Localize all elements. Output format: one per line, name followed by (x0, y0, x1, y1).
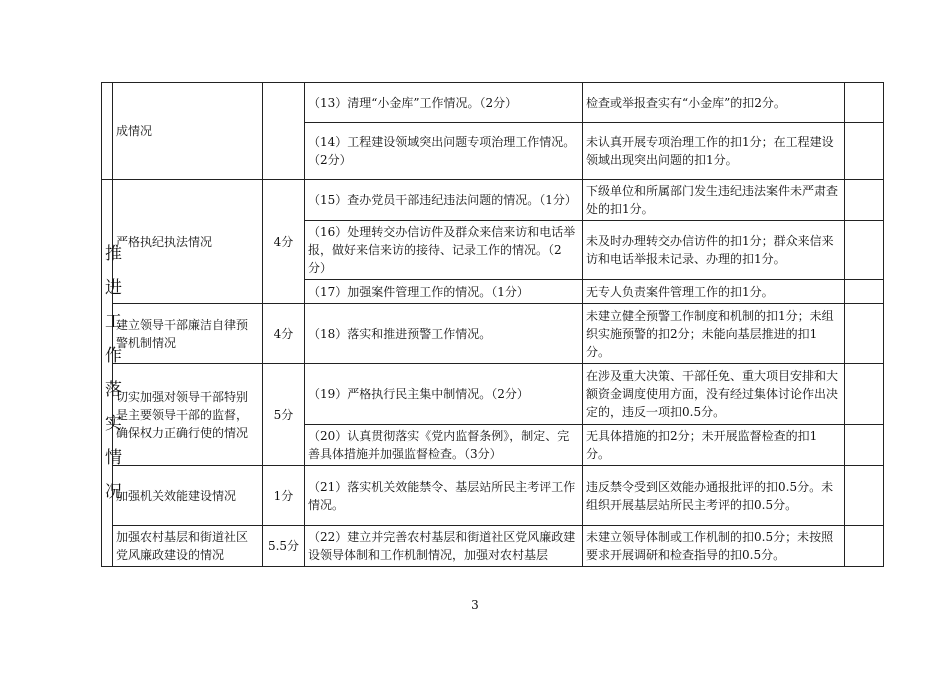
points-cell: 4分 (263, 304, 305, 364)
item-cell: 加强机关效能建设情况 (113, 466, 263, 526)
section-title-char: 作 (105, 346, 122, 366)
score-cell (845, 425, 884, 466)
deduction-cell: 无具体措施的扣2分；未开展监督检查的扣1分。 (583, 425, 845, 466)
deduction-cell: 下级单位和所属部门发生违纪违法案件未严肃查处的扣1分。 (583, 180, 845, 221)
item-cell: 加强农村基层和街道社区党风廉政建设的情况 (113, 526, 263, 567)
standard-cell: （19）严格执行民主集中制情况。（2分） (305, 364, 583, 425)
score-cell (845, 221, 884, 280)
deduction-cell: 检查或举报查实有“小金库”的扣2分。 (583, 83, 845, 123)
section-title-char: 实 (105, 414, 122, 434)
standard-cell: （20）认真贯彻落实《党内监督条例》，制定、完善具体措施并加强监督检查。（3分） (305, 425, 583, 466)
score-cell (845, 466, 884, 526)
section-title-char: 进 (105, 278, 122, 298)
deduction-cell: 违反禁令受到区效能办通报批评的扣0.5分。未组织开展基层站所民主考评的扣0.5分。 (583, 466, 845, 526)
deduction-cell: 未建立领导体制或工作机制的扣0.5分；未按照要求开展调研和检查指导的扣0.5分。 (583, 526, 845, 567)
table-row (102, 364, 884, 425)
deduction-cell: 无专人负责案件管理工作的扣1分。 (583, 280, 845, 304)
standard-cell: （22）建立并完善农村基层和街道社区党风廉政建设领导体制和工作机制情况，加强对农村基层 (305, 526, 583, 567)
section-title-char: 推 (105, 244, 122, 264)
evaluation-table (101, 82, 884, 567)
section-title-char: 情 (105, 448, 122, 468)
points-cell: 4分 (263, 180, 305, 304)
item-cell: 成情况 (113, 83, 263, 180)
section-title-char: 落 (105, 380, 122, 400)
page-number: 3 (471, 598, 479, 612)
standard-cell: （13）清理“小金库”工作情况。（2分） (305, 83, 583, 123)
score-cell (845, 123, 884, 180)
score-cell (845, 180, 884, 221)
section-title-char: 工 (105, 312, 122, 332)
standard-cell: （21）落实机关效能禁令、基层站所民主考评工作情况。 (305, 466, 583, 526)
section-title (102, 180, 122, 567)
table-row (102, 180, 884, 221)
deduction-cell: 未及时办理转交办信访件的扣1分；群众来信来访和电话举报未记录、办理的扣1分。 (583, 221, 845, 280)
points-cell: 5.5分 (263, 526, 305, 567)
standard-cell: （18）落实和推进预警工作情况。 (305, 304, 583, 364)
standard-cell: （17）加强案件管理工作的情况。（1分） (305, 280, 583, 304)
deduction-cell: 在涉及重大决策、干部任免、重大项目安排和大额资金调度使用方面，没有经过集体讨论作出决定的，违反一项扣0.5分。 (583, 364, 845, 425)
item-cell: 建立领导干部廉洁自律预警机制情况 (113, 304, 263, 364)
item-cell: 切实加强对领导干部特别是主要领导干部的监督，确保权力正确行使的情况 (113, 364, 263, 466)
item-cell: 严格执纪执法情况 (113, 180, 263, 304)
points-cell: 1分 (263, 466, 305, 526)
points-cell (263, 83, 305, 180)
points-cell: 5分 (263, 364, 305, 466)
score-cell (845, 364, 884, 425)
standard-cell: （14）工程建设领域突出问题专项治理工作情况。（2分） (305, 123, 583, 180)
table-row (102, 304, 884, 364)
score-cell (845, 526, 884, 567)
standard-cell: （16）处理转交办信访件及群众来信来访和电话举报，做好来信来访的接待、记录工作的情况。（2分） (305, 221, 583, 280)
table-row (102, 83, 884, 123)
section-title-char: 况 (105, 482, 122, 502)
table-row (102, 466, 884, 526)
section-cell-empty (102, 83, 113, 180)
table-row (102, 526, 884, 567)
deduction-cell: 未建立健全预警工作制度和机制的扣1分；未组织实施预警的扣2分；未能向基层推进的扣1分。 (583, 304, 845, 364)
standard-cell: （15）查办党员干部违纪违法问题的情况。（1分） (305, 180, 583, 221)
score-cell (845, 304, 884, 364)
score-cell (845, 83, 884, 123)
deduction-cell: 未认真开展专项治理工作的扣1分；在工程建设领域出现突出问题的扣1分。 (583, 123, 845, 180)
score-cell (845, 280, 884, 304)
